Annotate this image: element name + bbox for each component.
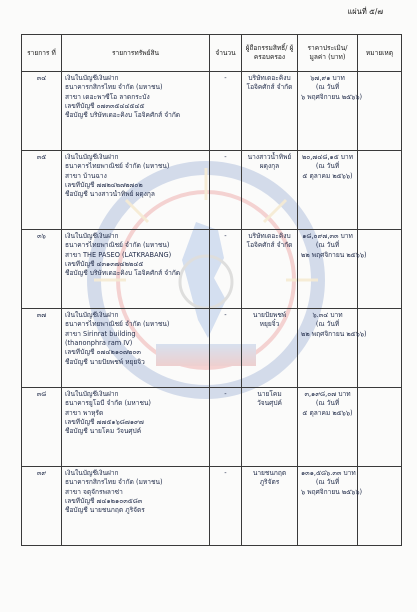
asset-owner [242, 72, 298, 151]
asset-owner [242, 151, 298, 230]
asset-description [62, 72, 210, 151]
asset-value-line: ๒๐,๗๔๘,๑๕ บาท [301, 153, 354, 161]
asset-value [298, 388, 358, 467]
asset-owner [242, 467, 298, 546]
asset-value-line: (ณ วันที่ [315, 478, 340, 487]
asset-description-line: ชื่อบัญชี นายโคม วัจนศุปค์ [65, 427, 142, 436]
asset-owner-line: นายโคม วัจนศุปค์ [257, 390, 282, 408]
asset-description-line: ธนาคารไทยพาณิชย์ จำกัด (มหาชน) [65, 241, 170, 250]
asset-remark [358, 467, 402, 546]
asset-owner-line: นายปัยพชพ์ [252, 311, 287, 319]
asset-description-line: สาขา จตุจักรพลาซ่า [65, 487, 123, 496]
asset-value-line: ๖ พฤศจิกายน ๒๕๖๖) [301, 487, 363, 496]
asset-value [298, 230, 367, 309]
asset-description-line: สาขา เดอะพาซีโอ ลาดกระบัง [65, 92, 150, 101]
asset-value-line: ๖.๓๔ บาท [312, 311, 343, 319]
asset-description-line: ชื่อบัญชี นายชนกฤต ภูริจัตร [65, 506, 145, 515]
asset-description-line: เงินในบัญชีเงินฝาก [65, 74, 119, 82]
asset-description-line: ชื่อบัญชี บริษัทเดอะคิงบ โอจิคศักส์ จำกัด [65, 269, 181, 278]
asset-description-line: เงินในบัญชีเงินฝาก [65, 153, 119, 161]
header-remark: หมายเหตุ [358, 35, 402, 72]
asset-description [62, 309, 210, 388]
asset-description-line: ธนาคารยูโอบี จำกัด (มหาชน) [65, 399, 151, 408]
table-row [22, 72, 402, 151]
table-row [22, 467, 402, 546]
table-row [22, 388, 402, 467]
asset-value [298, 72, 363, 151]
table-row [22, 151, 402, 230]
header-item-no: รายการ ที่ [22, 35, 62, 72]
asset-description [62, 467, 210, 546]
asset-description-line: ธนาคารไทยพาณิชย์ จำกัด (มหาชน) [65, 320, 170, 329]
asset-value-line: (ณ วันที่ [315, 83, 340, 92]
asset-value-line: (ณ วันที่ [315, 320, 340, 329]
asset-amount: - [210, 309, 242, 388]
asset-table-container [21, 34, 401, 546]
asset-description-line: เลขที่บัญชี ๗๗๕๑๖๘๗๑๙๗ [65, 418, 144, 427]
asset-description-line: เลขที่บัญชี ๔๓๑๓๗๔๒๒๔๕ [65, 260, 144, 269]
row-item-number: ๓๕ [22, 151, 62, 230]
asset-value-line: ๖ พฤศจิกายน ๒๕๖๖) [301, 92, 363, 101]
asset-value-line: ๒๒ พฤศจิกายน ๒๕๖๖) [301, 329, 367, 338]
asset-table [21, 34, 402, 546]
header-owner: ผู้ถือกรรมสิทธิ์/ ผู้ครอบครอง [242, 35, 298, 72]
asset-value-line: (ณ วันที่ [315, 162, 340, 171]
asset-remark [358, 72, 402, 151]
asset-value-line: (ณ วันที่ [315, 241, 340, 250]
asset-owner [242, 230, 298, 309]
asset-value-line: ๕ ตุลาคม ๒๕๖๖) [302, 171, 353, 180]
asset-description-line: เลขที่บัญชี ๐๗๓๓๕๔๔๕๔๕ [65, 102, 145, 111]
asset-description-line: ธนาคารกสิกรไทย จำกัด (มหาชน) [65, 83, 163, 92]
asset-description-line: สาขา THE PASEO (LATKRABANG) [65, 250, 172, 259]
asset-description-line: เลขที่บัญชี ๐๗๔๒๑๐๗๒๐๓ [65, 348, 141, 357]
asset-description-line: ธนาคารกสิกรไทย จำกัด (มหาชน) [65, 478, 163, 487]
row-item-number: ๓๔ [22, 72, 62, 151]
table-row [22, 230, 402, 309]
asset-description-line: เลขที่บัญชี ๗๗๒๔๒๗๒๗๐๒ [65, 181, 143, 190]
asset-owner-line: โอจิคศักส์ จำกัด [246, 83, 293, 92]
asset-remark [358, 151, 402, 230]
asset-owner-line: บริษัทเดอะคิงบ [248, 74, 291, 82]
asset-description-line: เงินในบัญชีเงินฝาก [65, 390, 119, 398]
asset-description-line: ชื่อบัญชี นางสาวน้ำทิพย์ ผดุงกุล [65, 190, 155, 199]
asset-amount: - [210, 388, 242, 467]
asset-description [62, 151, 210, 230]
asset-value-line: ๒๒ พฤศจิกายน ๒๕๖๖) [301, 250, 367, 259]
asset-remark [358, 309, 402, 388]
asset-owner-line: นางสาวน้ำทิพย์ [247, 153, 292, 161]
asset-value-line: ๓,๑๙๘,๐๗ บาท [304, 390, 351, 398]
asset-owner-line: ภูริจัตร [259, 478, 280, 487]
asset-description-line: เงินในบัญชีเงินฝาก [65, 311, 119, 319]
asset-owner-line: บริษัทเดอะคิงบ [248, 232, 291, 240]
asset-value-line: ๖๗,๙๑ บาท [310, 74, 345, 82]
asset-description [62, 388, 210, 467]
asset-owner [242, 388, 298, 467]
asset-owner-line: หยุยจิ๋ว [259, 320, 280, 329]
asset-amount: - [210, 467, 242, 546]
header-asset: รายการทรัพย์สิน [62, 35, 210, 72]
asset-description-line: สาขา Sirinrat building [65, 329, 136, 338]
asset-description-line: (thanonphra ram IV) [65, 339, 133, 348]
asset-value-line: (ณ วันที่ [315, 399, 340, 408]
asset-amount: - [210, 151, 242, 230]
asset-owner [242, 309, 298, 388]
asset-remark [358, 230, 402, 309]
asset-value-line: ๕ ตุลาคม ๒๕๖๖) [302, 408, 353, 417]
asset-amount: - [210, 230, 242, 309]
asset-description-line: สาขา พาหุรัด [65, 408, 104, 417]
asset-value [298, 467, 363, 546]
asset-description-line: เลขที่บัญชี ๗๔๑๒๑๐๓๕๘๓ [65, 497, 143, 506]
page-number: แผ่นที่ ๕/๗ [347, 7, 383, 16]
asset-description-line: เงินในบัญชีเงินฝาก [65, 469, 119, 477]
row-item-number: ๓๖ [22, 230, 62, 309]
asset-description-line: ชื่อบัญชี บริษัทเดอะคิงบ โอจิคศักส์ จำกัด [65, 111, 181, 120]
row-item-number: ๓๘ [22, 388, 62, 467]
asset-owner-line: ผดุงกุล [259, 162, 280, 171]
asset-description-line: เงินในบัญชีเงินฝาก [65, 232, 119, 240]
asset-value [298, 151, 358, 230]
asset-description-line: ชื่อบัญชี นายปัยพชพ์ หยุยจิ๋ว [65, 357, 145, 366]
asset-description [62, 230, 210, 309]
asset-amount: - [210, 72, 242, 151]
table-header-row [22, 35, 402, 72]
header-amount: จำนวน [210, 35, 242, 72]
asset-value-line: ๑๓๑,๕๘๖.๓๓ บาท [301, 469, 356, 477]
asset-value-line: ๑๘,๐๙๗,๓๓ บาท [302, 232, 353, 240]
row-item-number: ๓๙ [22, 467, 62, 546]
asset-description-line: ธนาคารไทยพาณิชย์ จำกัด (มหาชน) [65, 162, 170, 171]
asset-value [298, 309, 367, 388]
asset-owner-line: โอจิคศักส์ จำกัด [246, 241, 293, 250]
row-item-number: ๓๗ [22, 309, 62, 388]
table-row [22, 309, 402, 388]
header-value: ราคาประเมิน/มูลค่า (บาท) [298, 35, 358, 72]
asset-owner-line: นายชนกฤต [252, 469, 287, 477]
asset-remark [358, 388, 402, 467]
asset-description-line: สาขา บ้านฉาง [65, 171, 107, 180]
